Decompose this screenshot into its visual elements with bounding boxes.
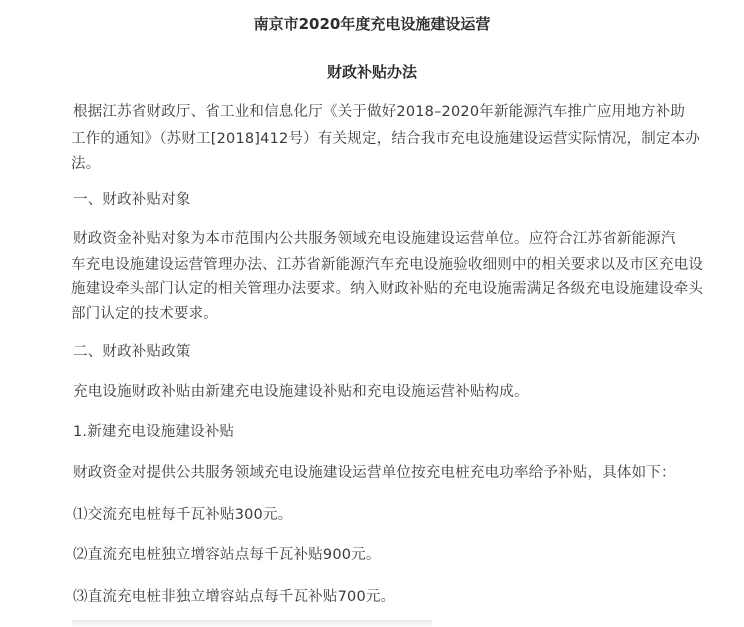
section2-body: 充电设施财政补贴由新建充电设施建设补贴和充电设施运营补贴构成。 [73,384,529,400]
subsidy-item-2: ⑵直流充电桩独立增容站点每千瓦补贴900元。 [73,547,381,563]
subsidy-item-3: ⑶直流充电桩非独立增容站点每千瓦补贴700元。 [73,589,396,605]
document-title: 南京市2020年度充电设施建设运营 [253,15,491,33]
section1-line-1: 财政资金补贴对象为本市范围内公共服务领域充电设施建设运营单位。应符合江苏省新能源汽 [73,231,676,247]
section2-heading: 二、财政补贴政策 [73,344,191,360]
section1-line-2: 车充电设施建设运营管理办法、江苏省新能源汽车充电设施验收细则中的相关要求以及市区充电设 [71,257,704,273]
intro-line-3: 法。 [71,156,101,172]
intro-line-1: 根据江苏省财政厅、省工业和信息化厅《关于做好2018–2020年新能源汽车推广应用地方补助 [73,104,686,120]
section1-line-3: 施建设牵头部门认定的相关管理办法要求。纳入财政补贴的充电设施需满足各级充电设施建设牵头 [71,281,704,297]
document-subtitle: 财政补贴办法 [326,63,417,81]
subsection1-body: 财政资金对提供公共服务领域充电设施建设运营单位按充电桩充电功率给予补贴，具体如下： [73,465,676,481]
subsection1-heading: 1.新建充电设施建设补贴 [73,424,235,440]
subsidy-item-1: ⑴交流充电桩每千瓦补贴300元。 [73,507,293,523]
section1-line-4: 部门认定的技术要求。 [71,306,218,322]
section1-heading: 一、财政补贴对象 [73,192,191,208]
cut-off-text-line [72,620,432,627]
intro-line-2: 工作的通知》（苏财工[2018]412号）有关规定，结合我市充电设施建设运营实际情况，制定本办 [71,131,701,147]
